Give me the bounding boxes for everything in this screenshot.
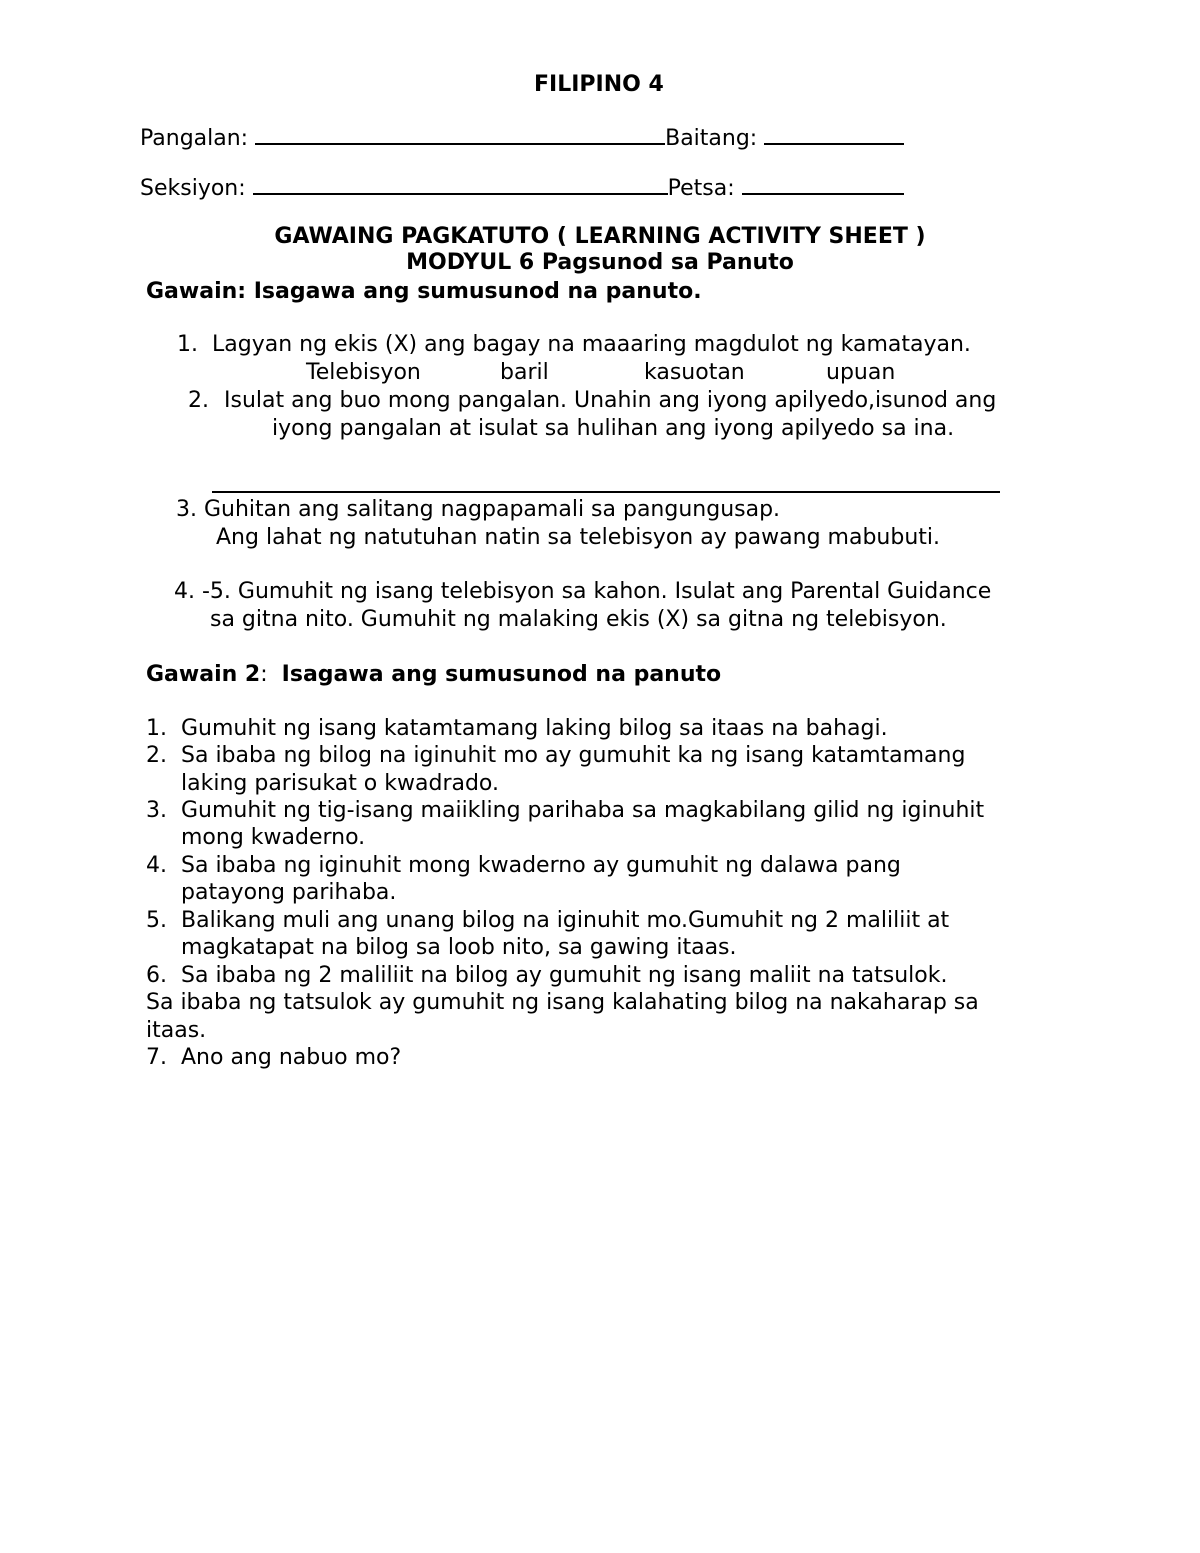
choice-baril: baril bbox=[500, 360, 549, 385]
choice-upuan: upuan bbox=[826, 360, 896, 385]
date-blank[interactable] bbox=[742, 173, 904, 195]
activity2-item2-line1: Sa ibaba ng bilog na iginuhit mo ay gumuhit ka ng isang katamtamang bbox=[181, 743, 966, 768]
activity2-heading-colon: : bbox=[260, 662, 268, 687]
page-title: FILIPINO 4 bbox=[534, 72, 664, 97]
name-grade-row bbox=[140, 123, 904, 153]
activity1-item2-line2: iyong pangalan at isulat sa hulihan ang iyong apilyedo sa ina. bbox=[272, 416, 955, 441]
full-name-answer-line[interactable] bbox=[212, 491, 1000, 493]
choice-kasuotan: kasuotan bbox=[644, 360, 745, 385]
activity1-item3-sentence: Ang lahat ng natutuhan natin sa telebisyon ay pawang mabubuti. bbox=[216, 525, 940, 550]
activity1-heading: Gawain: Isagawa ang sumusunod na panuto. bbox=[146, 279, 702, 304]
sheet-header-line1: GAWAING PAGKATUTO ( LEARNING ACTIVITY SHEET ) bbox=[274, 224, 926, 249]
activity2-item5-line2: magkatapat na bilog sa loob nito, sa gawing itaas. bbox=[181, 935, 737, 960]
name-blank[interactable] bbox=[255, 123, 665, 145]
activity2-item6-number: 6. bbox=[146, 963, 167, 988]
choice-telebisyon: Telebisyon bbox=[306, 360, 421, 385]
date-label: Petsa: bbox=[667, 176, 735, 201]
activity2-heading bbox=[146, 661, 721, 689]
activity2-item2-line2: laking parisukat o kwadrado. bbox=[181, 771, 500, 796]
activity2-item1-number: 1. bbox=[146, 716, 167, 741]
activity1-item2-line1: Isulat ang buo mong pangalan. Unahin ang iyong apilyedo,isunod ang bbox=[224, 388, 997, 413]
activity2-item7-text: Ano ang nabuo mo? bbox=[181, 1045, 402, 1070]
activity2-item2-number: 2. bbox=[146, 743, 167, 768]
activity2-item1-line1: Gumuhit ng isang katamtamang laking bilog sa itaas na bahagi. bbox=[181, 716, 888, 741]
activity2-item3-line1: Gumuhit ng tig-isang maiikling parihaba sa magkabilang gilid ng iginuhit bbox=[181, 798, 985, 823]
activity1-item2-number: 2. bbox=[188, 388, 209, 413]
section-date-row bbox=[140, 173, 904, 203]
activity2-heading-label: Gawain 2 bbox=[146, 662, 261, 687]
section-label: Seksiyon: bbox=[140, 176, 246, 201]
activity1-item1-number: 1. bbox=[177, 332, 198, 357]
activity1-item1-text: Lagyan ng ekis (X) ang bagay na maaaring magdulot ng kamatayan. bbox=[212, 332, 971, 357]
name-label: Pangalan: bbox=[140, 126, 249, 151]
activity2-item4-line2: patayong parihaba. bbox=[181, 880, 397, 905]
activity1-item45-line2: sa gitna nito. Gumuhit ng malaking ekis (X) sa gitna ng telebisyon. bbox=[210, 607, 947, 632]
activity2-extra-line1: Sa ibaba ng tatsulok ay gumuhit ng isang kalahating bilog na nakaharap sa bbox=[146, 990, 979, 1015]
module-title: MODYUL 6 Pagsunod sa Panuto bbox=[406, 250, 794, 275]
activity2-item4-line1: Sa ibaba ng iginuhit mong kwaderno ay gumuhit ng dalawa pang bbox=[181, 853, 901, 878]
section-blank[interactable] bbox=[253, 173, 668, 195]
activity2-item6-line1: Sa ibaba ng 2 maliliit na bilog ay gumuhit ng isang maliit na tatsulok. bbox=[181, 963, 948, 988]
activity2-item5-line1: Balikang muli ang unang bilog na iginuhit mo.Gumuhit ng 2 maliliit at bbox=[181, 908, 950, 933]
activity2-item3-number: 3. bbox=[146, 798, 167, 823]
activity1-item45-line1: 4. -5. Gumuhit ng isang telebisyon sa kahon. Isulat ang Parental Guidance bbox=[174, 579, 992, 604]
activity2-item5-number: 5. bbox=[146, 908, 167, 933]
grade-blank[interactable] bbox=[764, 123, 904, 145]
activity2-item3-line2: mong kwaderno. bbox=[181, 825, 366, 850]
activity2-item4-number: 4. bbox=[146, 853, 167, 878]
activity2-heading-text: Isagawa ang sumusunod na panuto bbox=[281, 662, 722, 687]
grade-label: Baitang: bbox=[665, 126, 758, 151]
activity2-item7-number: 7. bbox=[146, 1045, 167, 1070]
activity1-item3-line1: 3. Guhitan ang salitang nagpapamali sa pangungusap. bbox=[176, 497, 781, 522]
activity2-extra-line2: itaas. bbox=[146, 1018, 207, 1043]
